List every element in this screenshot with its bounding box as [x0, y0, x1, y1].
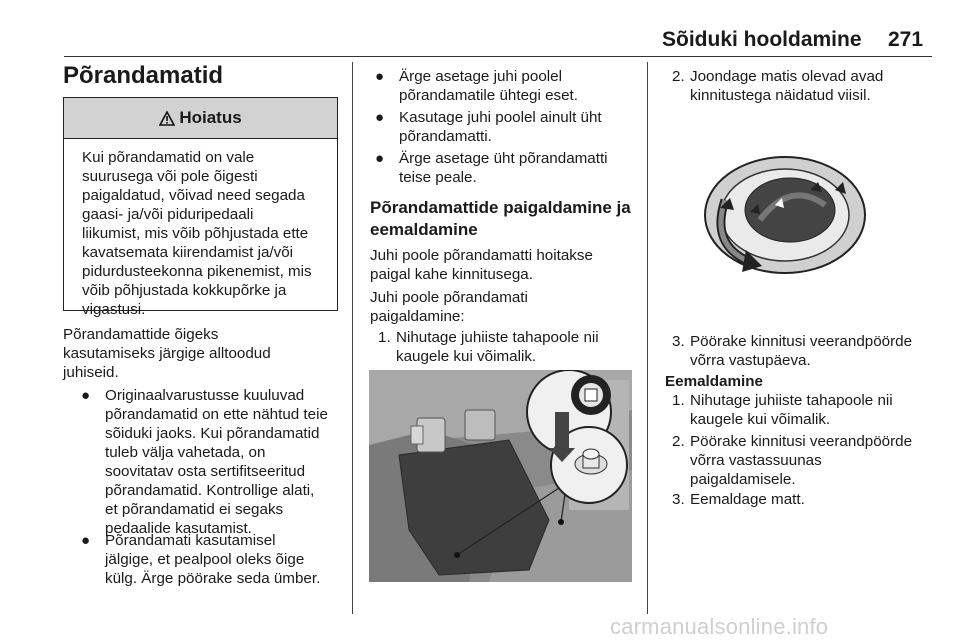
bullet-item [81, 531, 321, 588]
text-line: külg. Ärge pöörake seda ümber. [105, 570, 321, 587]
text-line: teise peale. [399, 169, 477, 186]
paragraph [370, 246, 593, 284]
bullet-item [81, 386, 328, 538]
text-line: jälgige, et pealpool oleks õige [105, 551, 305, 568]
step-item [672, 391, 893, 429]
text-line: võrra vastupäeva. [690, 352, 811, 369]
column-divider [352, 62, 353, 614]
text-line: Originaalvarustusse kuuluvad [105, 387, 305, 404]
warning-line: liikumist, mis võib põhjustada ette [82, 225, 309, 242]
page-number: 271 [888, 28, 924, 51]
warning-label: Hoiatus [179, 108, 242, 127]
text-line: tuleb välja vahetada, on [105, 444, 266, 461]
warning-text [64, 139, 337, 319]
step-item [672, 432, 913, 489]
warning-line: vigastusi. [82, 301, 146, 318]
text-line: Juhi poole põrandamatti hoitakse [370, 247, 593, 264]
bullet-dot-icon: ● [375, 109, 385, 126]
warning-line: võib põhjustada kokkupõrke ja [82, 282, 287, 299]
warning-line: paigaldatud, võivad need segada [82, 187, 305, 204]
running-header-title: Sõiduki hooldamine [662, 28, 862, 51]
step-number: 1. [378, 329, 391, 346]
text-line: Pöörake kinnitusi veerandpöörde [690, 433, 913, 450]
bullet-item [375, 67, 578, 105]
text-line: kinnitustega näidatud viisil. [690, 87, 871, 104]
text-line: Juhi poole põrandamati [370, 289, 528, 306]
step-number: 1. [672, 392, 685, 409]
warning-line: pidurdusteekonna pikenemist, mis [82, 263, 312, 280]
warning-line: kavatsemata kiirendamist ja/või [82, 244, 294, 261]
bullet-dot-icon: ● [81, 532, 91, 549]
text-line: põrandamatti. [399, 128, 492, 145]
text-line: põrandamatid on ette nähtud teie [105, 406, 328, 423]
text-line: Pöörake kinnitusi veerandpöörde [690, 333, 913, 350]
step-item [672, 490, 805, 509]
text-line: põrandamatile ühtegi eset. [399, 87, 578, 104]
step-item [378, 328, 599, 366]
text-line: Kasutage juhi poolel ainult üht [399, 109, 602, 126]
text-line: eemaldamine [370, 220, 478, 239]
text-line: paigaldamine: [370, 308, 465, 325]
warning-line: gaasi- ja/või piduripedaali [82, 206, 254, 223]
text-line: soovitatav osta sertifitseeritud [105, 463, 306, 480]
step-number: 2. [672, 68, 685, 85]
warning-triangle-icon [159, 111, 175, 126]
text-line: kaugele kui võimalik. [690, 411, 831, 428]
step-item [672, 67, 884, 105]
paragraph [370, 288, 528, 326]
text-line: et põrandamatid ei segaks [105, 501, 284, 518]
removal-heading: Eemaldamine [665, 373, 763, 390]
text-line: Ärge asetage juhi poolel [399, 68, 562, 85]
subsection-heading [370, 197, 631, 241]
text-line: kasutamiseks järgige alltoodud [63, 345, 271, 362]
text-line: Nihutage juhiiste tahapoole nii [690, 392, 893, 409]
column-divider [647, 62, 648, 614]
step-item [672, 332, 913, 370]
bullet-item [375, 149, 608, 187]
bullet-dot-icon: ● [375, 68, 385, 85]
watermark: carmanualsonline.info [610, 614, 829, 639]
text-line: sõiduki jaoks. Kui põrandamatid [105, 425, 320, 442]
text-line: pedaalide kasutamist. [105, 520, 252, 537]
text-line: kaugele kui võimalik. [396, 348, 537, 365]
text-line: võrra vastassuunas [690, 452, 822, 469]
text-line: Põrandamattide paigaldamine ja [370, 198, 631, 217]
text-line: paigaldamisele. [690, 471, 796, 488]
section-title: Põrandamatid [63, 62, 224, 89]
text-line: põrandamatid. Kontrollige alati, [105, 482, 315, 499]
step-number: 3. [672, 491, 685, 508]
step-number: 3. [672, 333, 685, 350]
step-number: 2. [672, 433, 685, 450]
text-line: paigal kahe kinnitusega. [370, 266, 533, 283]
bullet-dot-icon: ● [81, 387, 91, 404]
warning-header [64, 98, 337, 139]
text-line: Joondage matis olevad avad [690, 68, 884, 85]
bullet-dot-icon: ● [375, 150, 385, 167]
text-line: Põrandamati kasutamisel [105, 532, 276, 549]
warning-line: suurusega või pole õigesti [82, 168, 258, 185]
text-line: Ärge asetage üht põrandamatti [399, 150, 608, 167]
bullet-item [375, 108, 602, 146]
warning-line: Kui põrandamatid on vale [82, 149, 255, 166]
text-line: juhiseid. [63, 364, 119, 381]
intro-paragraph [63, 325, 271, 382]
floor-mat-illustration [369, 370, 632, 582]
text-line: Eemaldage matt. [690, 491, 805, 508]
header-rule [64, 56, 932, 57]
text-line: Põrandamattide õigeks [63, 326, 219, 343]
warning-box [63, 97, 338, 318]
text-line: Nihutage juhiiste tahapoole nii [396, 329, 599, 346]
fastener-rotation-illustration [690, 150, 870, 280]
